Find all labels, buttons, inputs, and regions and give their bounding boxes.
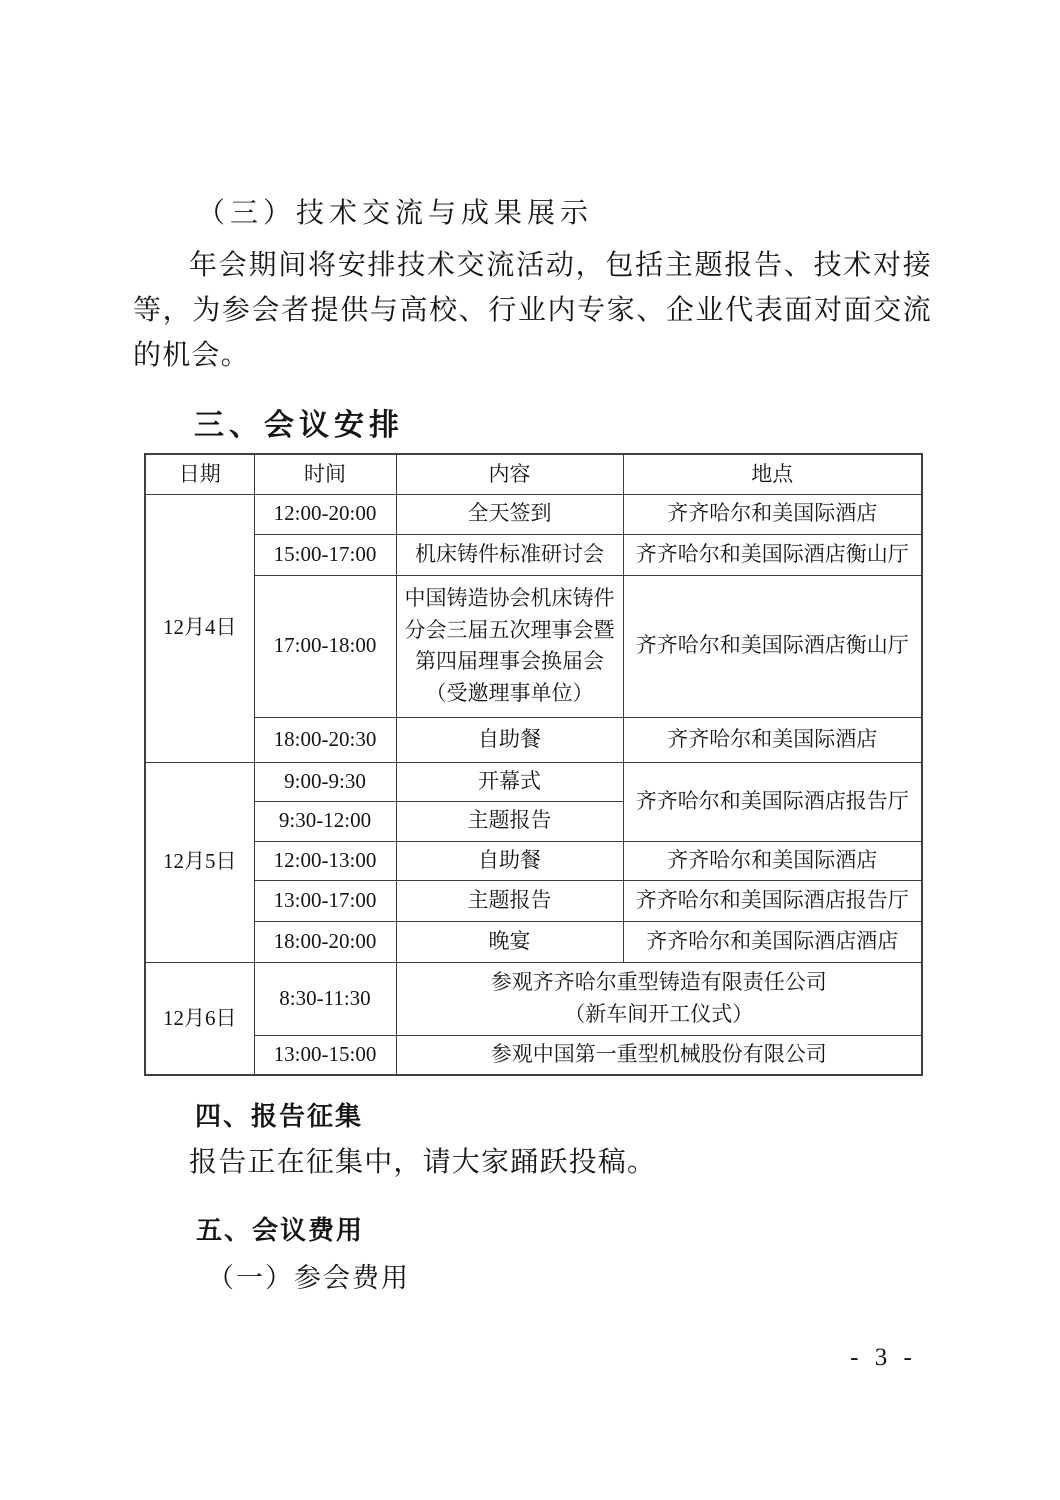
content-cell: 机床铸件标准研讨会 <box>396 534 623 575</box>
time-cell: 9:00-9:30 <box>254 762 396 801</box>
content-cell: 参观中国第一重型机械股份有限公司 <box>396 1035 922 1075</box>
table-row <box>145 534 922 575</box>
content-cell: 主题报告 <box>396 801 623 841</box>
table-row <box>145 494 922 534</box>
column-header-date: 日期 <box>145 454 254 494</box>
table-row <box>145 717 922 762</box>
section4-paragraph: 报告正在征集中，请大家踊跃投稿。 <box>189 1147 657 1178</box>
content-cell: 自助餐 <box>396 717 623 762</box>
date-cell-dec6: 12月6日 <box>145 962 254 1075</box>
table-row <box>145 962 922 1035</box>
visit-line-1: 参观齐齐哈尔重型铸造有限责任公司 <box>490 970 827 994</box>
date-cell-dec4: 12月4日 <box>145 494 254 762</box>
content-cell: 自助餐 <box>396 841 623 880</box>
time-cell: 8:30-11:30 <box>254 962 396 1035</box>
content-cell: 全天签到 <box>396 494 623 534</box>
table-row <box>145 575 922 717</box>
table-row <box>145 762 922 801</box>
table-row <box>145 921 922 962</box>
column-header-location: 地点 <box>623 454 922 494</box>
content-cell: 主题报告 <box>396 880 623 921</box>
location-cell: 齐齐哈尔和美国际酒店衡山厅 <box>623 534 922 575</box>
location-cell: 齐齐哈尔和美国际酒店 <box>623 841 922 880</box>
time-cell: 15:00-17:00 <box>254 534 396 575</box>
time-cell: 18:00-20:00 <box>254 921 396 962</box>
section3-paragraph: 年会期间将安排技术交流活动，包括主题报告、技术对接等，为参会者提供与高校、行业内专家、企业代表面对面交流的机会。 <box>133 250 932 371</box>
time-cell: 9:30-12:00 <box>254 801 396 841</box>
schedule-table <box>144 453 923 1076</box>
section3-heading: （三）技术交流与成果展示 <box>197 198 594 229</box>
content-cell: 开幕式 <box>396 762 623 801</box>
column-header-time: 时间 <box>254 454 396 494</box>
content-cell: 中国铸造协会机床铸件分会三届五次理事会暨第四届理事会换届会（受邀理事单位） <box>396 575 623 717</box>
location-cell: 齐齐哈尔和美国际酒店 <box>623 494 922 534</box>
visit-line-2: （新车间开工仪式） <box>564 1001 754 1026</box>
section4-heading: 四、报告征集 <box>195 1101 364 1131</box>
time-cell: 17:00-18:00 <box>254 575 396 717</box>
time-cell: 13:00-17:00 <box>254 880 396 921</box>
section5-heading: 五、会议费用 <box>196 1215 365 1245</box>
table-row <box>145 841 922 880</box>
time-cell: 18:00-20:30 <box>254 717 396 762</box>
location-cell: 齐齐哈尔和美国际酒店酒店 <box>623 921 922 962</box>
time-cell: 12:00-13:00 <box>254 841 396 880</box>
date-cell-dec5: 12月5日 <box>145 762 254 962</box>
page-number: - 3 - <box>850 1344 914 1371</box>
content-cell <box>396 962 922 1035</box>
location-cell: 齐齐哈尔和美国际酒店报告厅 <box>623 880 922 921</box>
time-cell: 13:00-15:00 <box>254 1035 396 1075</box>
table-header-row <box>145 454 922 494</box>
meeting-arrangement-heading: 三、会议安排 <box>194 409 404 442</box>
column-header-content: 内容 <box>396 454 623 494</box>
location-cell: 齐齐哈尔和美国际酒店衡山厅 <box>623 575 922 717</box>
content-cell: 晚宴 <box>396 921 623 962</box>
section5-subheading: （一）参会费用 <box>207 1263 410 1293</box>
table-row <box>145 880 922 921</box>
time-cell: 12:00-20:00 <box>254 494 396 534</box>
location-cell: 齐齐哈尔和美国际酒店 <box>623 717 922 762</box>
location-cell: 齐齐哈尔和美国际酒店报告厅 <box>623 762 922 841</box>
table-row <box>145 1035 922 1075</box>
